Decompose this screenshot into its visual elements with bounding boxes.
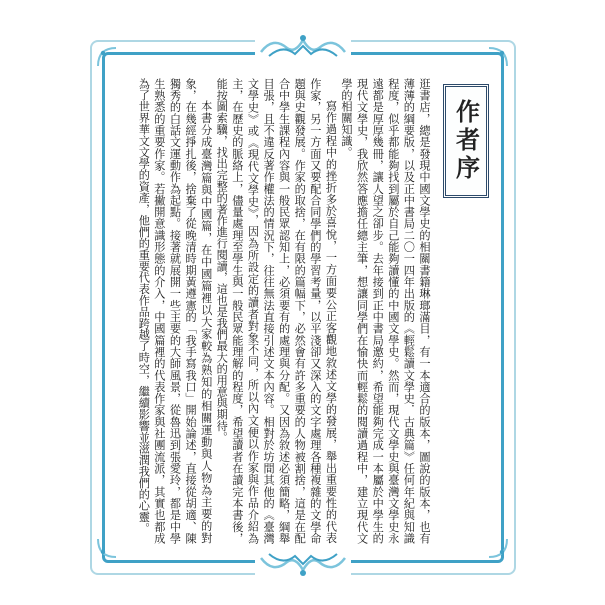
paragraph: 本書分成臺灣篇與中國篇，在中國篇裡以大家較為熟知的相關運動與人物為主要的對象，在幾經掙扎後，捨棄了從晚清時期黃遵憲的「我手寫我口」開始論述，直接從胡適、陳獨秀的白話文運動作為起點。接著就展開一些主要的大師風景，從魯迅到張愛玲，都是中學生熟悉的重要作家。若撇開意識形態的介入，中國篇裡的代表作家與社團流派，其實也都成為了世界華文文學的資產，他們的重要代表作品跨越了時空，繼續影響並滋潤我們的心靈。 xyxy=(137,78,213,544)
corner-ornament-icon xyxy=(487,46,509,68)
corner-ornament-icon xyxy=(96,46,118,68)
preface-body xyxy=(136,78,432,544)
paragraph: 逛書店，總是發現中國文學史的相關書籍琳瑯滿目，有一本適合的版本，圖說的版本，也有薄薄的綱要版，以及正中書局二〇一四年出版的《輕鬆讀文學史．古典篇》任何年紀與知識程度，似乎都能夠找到屬於自己能夠讀懂的中國文學史。然而，現代文學史與臺灣文學史永遠都是厚厚幾冊，讓人望之卻步。去年接到正中書局邀約，希望能夠完成一本屬於中學生的現代文學史，我欣然答應擔任總主筆，想讓同學們在愉快而輕鬆的閱讀過程中，建立現代文學的相關知識。 xyxy=(340,78,431,544)
corner-ornament-icon xyxy=(96,537,118,559)
paragraph: 寫作過程中的挫折多於喜悅，一方面要公正客觀地敘述文學的發展，舉出重要性的代表作家，另一方面又要配合同學們的學習考量，以平淺卻又深入的文字處理各種複雜的文學命題與史觀發展。作家的取捨，在有限的篇幅下，必然會有許多重要的人物被割捨，這是在配合中學生課程內容與一般民眾認知上，必須要有的處理與分配。又因為敘述必須簡略，綱舉目張，且不違反著作權法的情況下，往往無法直接引述文本內容。相對於坊間其他的《臺灣文學史》或《現代文學史》，因為所設定的讀者對象不同，所以內文便以作家與作品介紹為主，在歷史的脈絡上，儘量處理至學生與一般民眾能理解的程度，希望讀者在讀完本書後，能按圖索驥，找出完整的著作進行閱讀，這也是我們最大的用意與期待。 xyxy=(215,78,338,544)
heading-box xyxy=(443,84,489,198)
corner-ornament-icon xyxy=(487,537,509,559)
top-ornament-icon xyxy=(255,30,351,64)
page-title: 作者序 xyxy=(451,99,480,183)
bottom-ornament-icon xyxy=(255,548,351,580)
